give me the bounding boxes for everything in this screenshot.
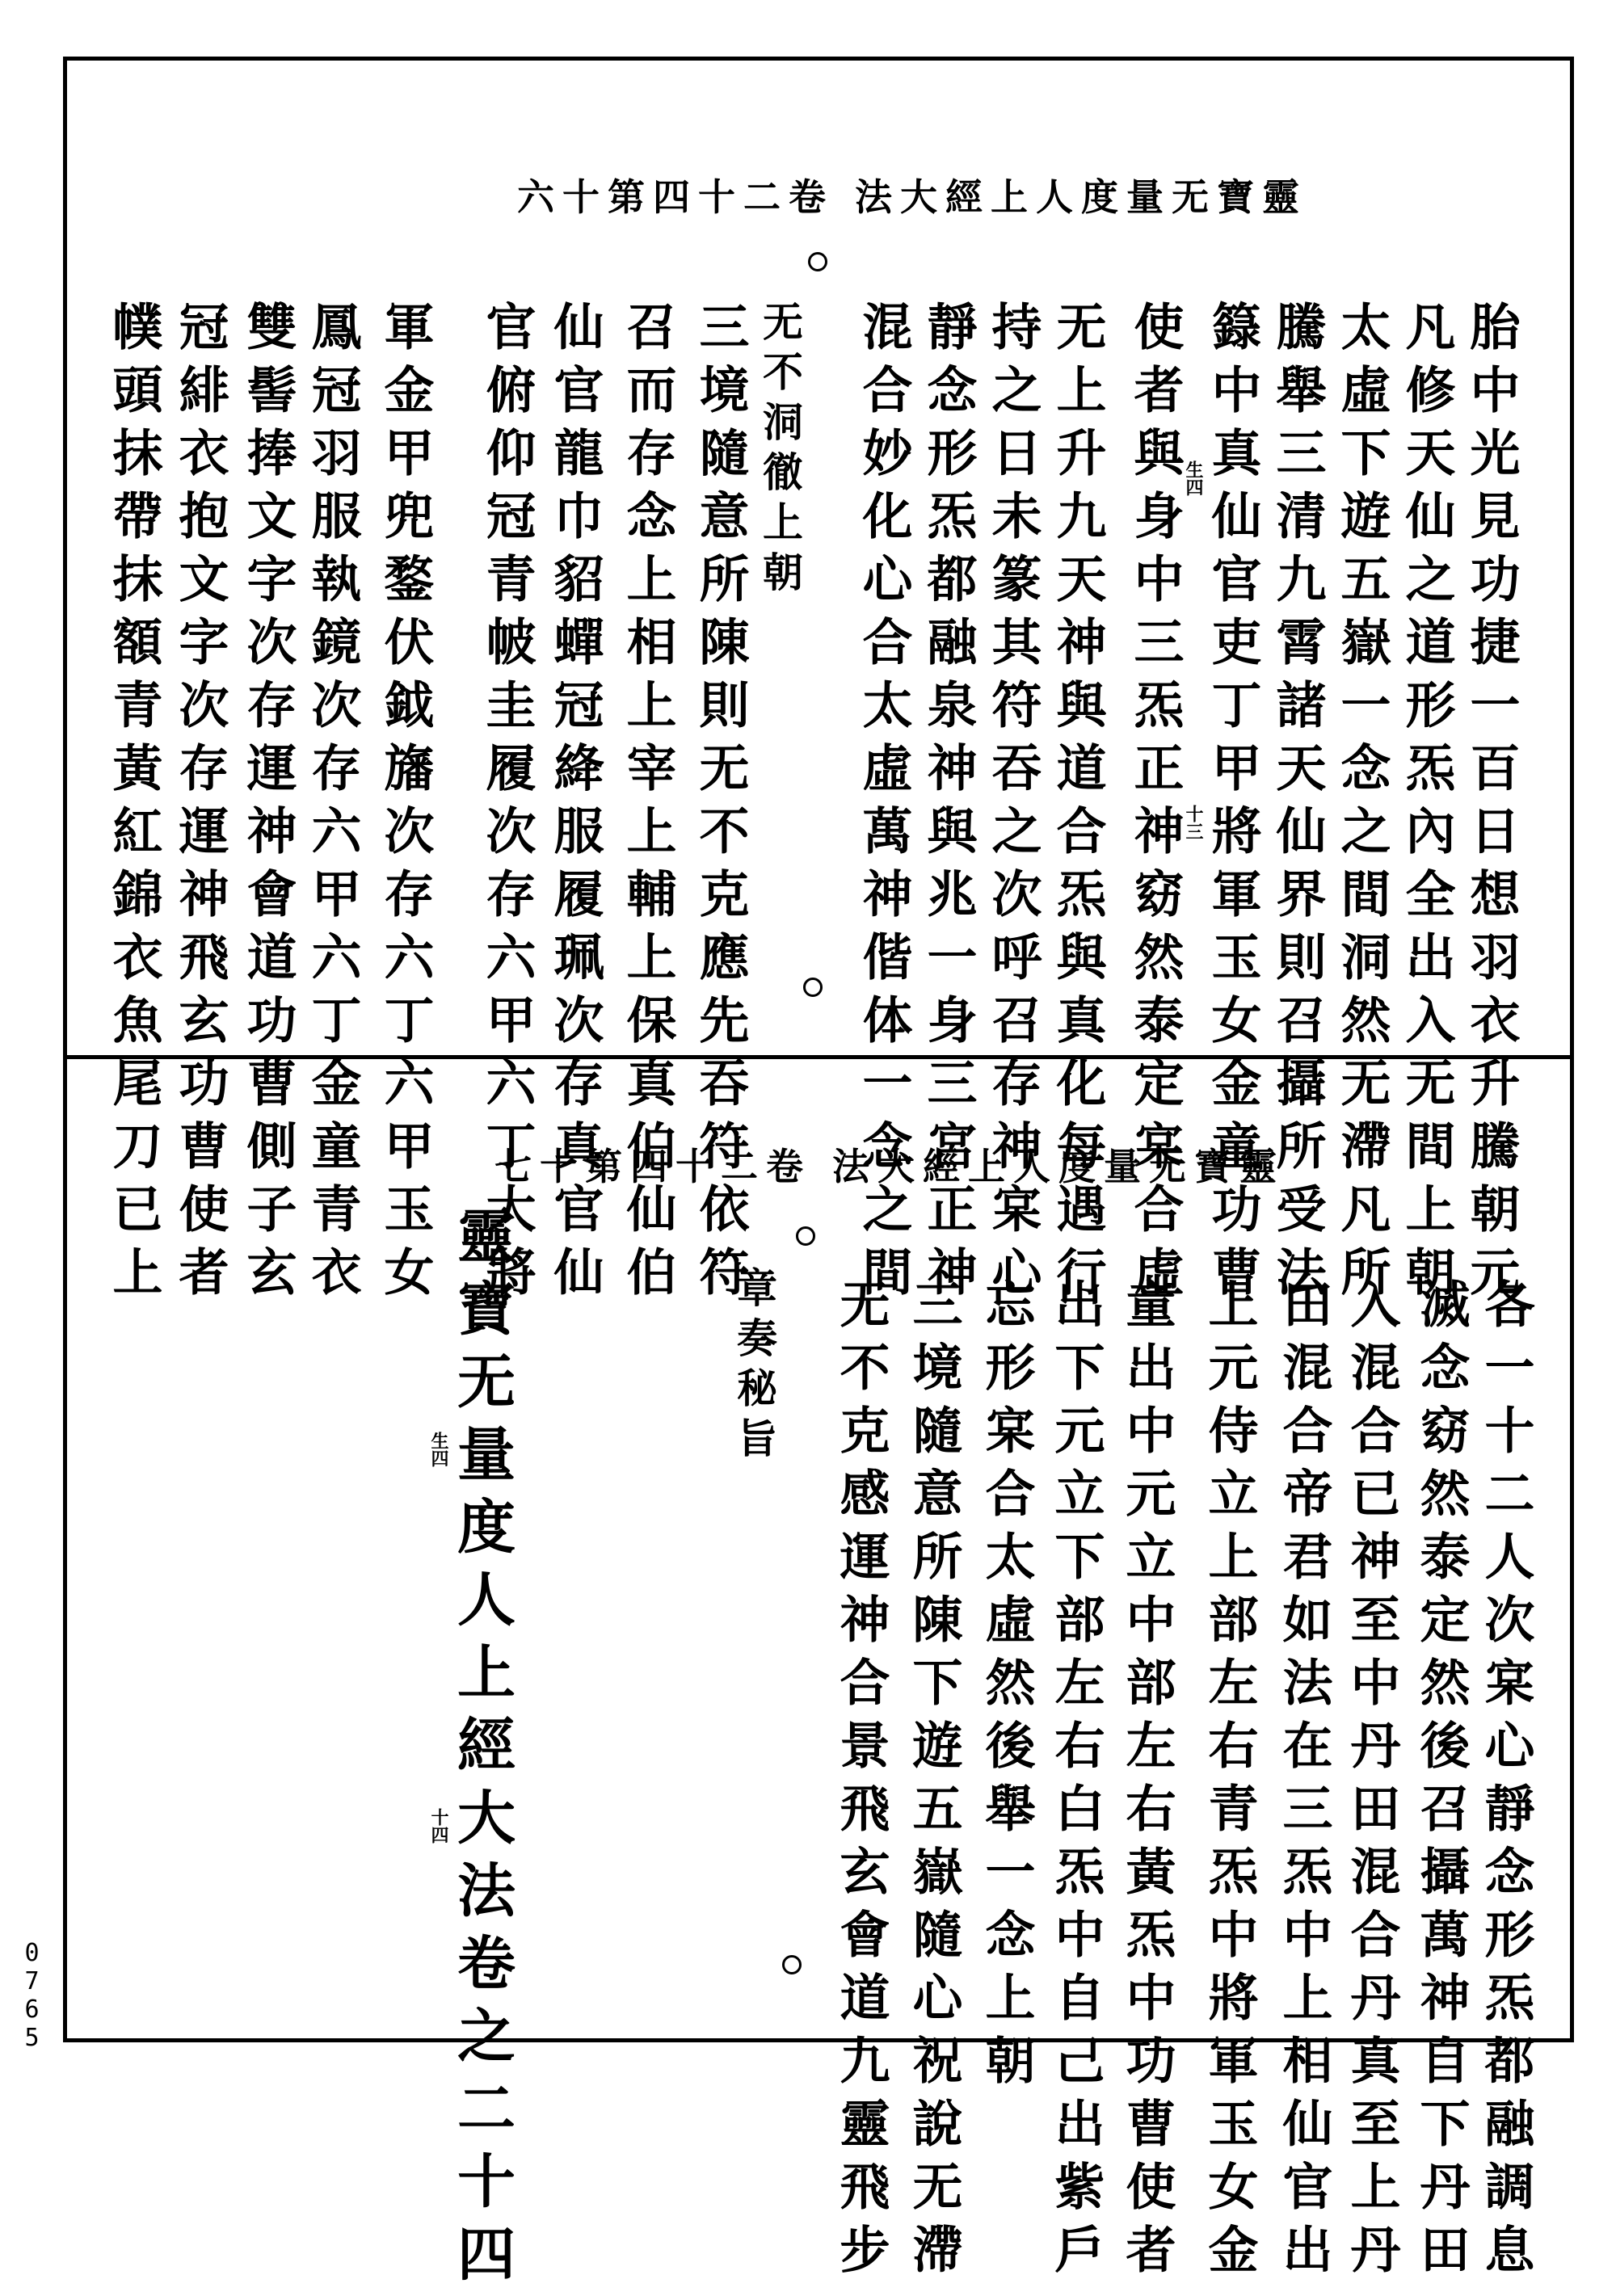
- text-column: 章奏秘旨: [730, 1267, 778, 1467]
- page-number: 0765: [18, 1939, 46, 2052]
- text-column: 童出中元立中部左右黃炁中功曹使者: [1117, 1278, 1176, 2286]
- text-column: 太虛下遊五嶽一念之間洞然无滯凡所: [1332, 301, 1391, 1309]
- text-column: 官俯仰冠青帔圭履次存六甲六丁大將: [478, 301, 537, 1309]
- text-column: 冠緋衣抱文字次存運神飛玄功曹使者: [170, 301, 229, 1309]
- text-column: 各一十二人次宲心靜念形炁都融調息: [1476, 1278, 1535, 2286]
- text-column: 上元侍立上部左右青炁中將軍玉女金: [1200, 1278, 1259, 2286]
- margin-note: 生四: [428, 1432, 449, 1467]
- text-column: 持之日未篆其符吞之次呼召存神宲心: [983, 301, 1042, 1309]
- text-column: 忘形宲合太虛然後舉一念上朝: [977, 1278, 1036, 2097]
- margin-note: 十三: [1183, 805, 1204, 840]
- text-column: 滅念窈然泰定然後召攝萬神自下丹田: [1412, 1278, 1471, 2286]
- text-column: 入混合已神至中丹田混合丹真至上丹: [1342, 1278, 1401, 2286]
- text-column: 胎中光見功捷一百日想羽衣升騰朝元: [1462, 301, 1521, 1309]
- text-column: 出下元立下部左右白炁中自己出紫戶: [1046, 1278, 1105, 2286]
- text-column: 鳳冠羽服執鏡次存六甲六丁金童青衣: [303, 301, 362, 1309]
- text-column: 軍金甲兜鍪伏鉞旛次存六丁六甲玉女: [376, 301, 435, 1309]
- margin-note: 生四: [1183, 460, 1204, 496]
- circle-mark: [803, 978, 823, 997]
- text-column: 凡修天仙之道形炁內全出入无間上朝: [1397, 301, 1456, 1309]
- circle-mark: [782, 1955, 802, 1974]
- text-column: 无不洞徹上朝: [756, 301, 804, 601]
- text-column: 仙官龍巾貂蟬冠絳服履珮次存真官仙: [545, 301, 604, 1309]
- text-column: 混合妙化心合太虛萬神偕体一念之間: [854, 301, 913, 1309]
- margin-note: 十四: [428, 1808, 449, 1844]
- volume-title: 靈寶无量度人上經大法卷之二十四: [448, 1205, 516, 2296]
- circle-mark: [796, 1226, 815, 1246]
- text-column: 騰舉三清九霄諸天仙界則召攝所受法: [1268, 301, 1327, 1309]
- text-column: 三境隨意所陳下遊五嶽隨心祝說无滯: [904, 1278, 963, 2286]
- text-column: 无不克感運神合景飛玄會道九靈飛步: [831, 1278, 890, 2286]
- text-column: 靜念形炁都融泉神與兆一身三宮正神: [919, 301, 978, 1309]
- text-column: 田混合帝君如法在三炁中上相仙官出: [1274, 1278, 1333, 2286]
- text-column: 召而存念上相上宰上輔上保真伯仙伯: [618, 301, 677, 1309]
- header-bottom: 靈寶无量度人上經大法 卷二十四第十七: [494, 1145, 1286, 1188]
- circle-mark: [808, 252, 827, 271]
- text-column: 籙中真仙官吏丁甲將軍玉女金童功曹: [1203, 301, 1262, 1309]
- text-column: 三境隨意所陳則无不克應先吞符依符: [691, 301, 750, 1309]
- header-top: 靈寶无量度人上經大法 卷二十四第十六: [517, 175, 1308, 219]
- text-column: 无上升九天神與道合炁與真化每遇行: [1048, 301, 1107, 1309]
- text-column: 使者與身中三炁正神窈然泰定宲合虛: [1126, 301, 1185, 1309]
- text-column: 雙髻捧文字次存運神會道功曹側子玄: [238, 301, 297, 1309]
- text-column: 幞頭抹帶抹額青黃紅錦衣魚尾刀已上: [104, 301, 163, 1309]
